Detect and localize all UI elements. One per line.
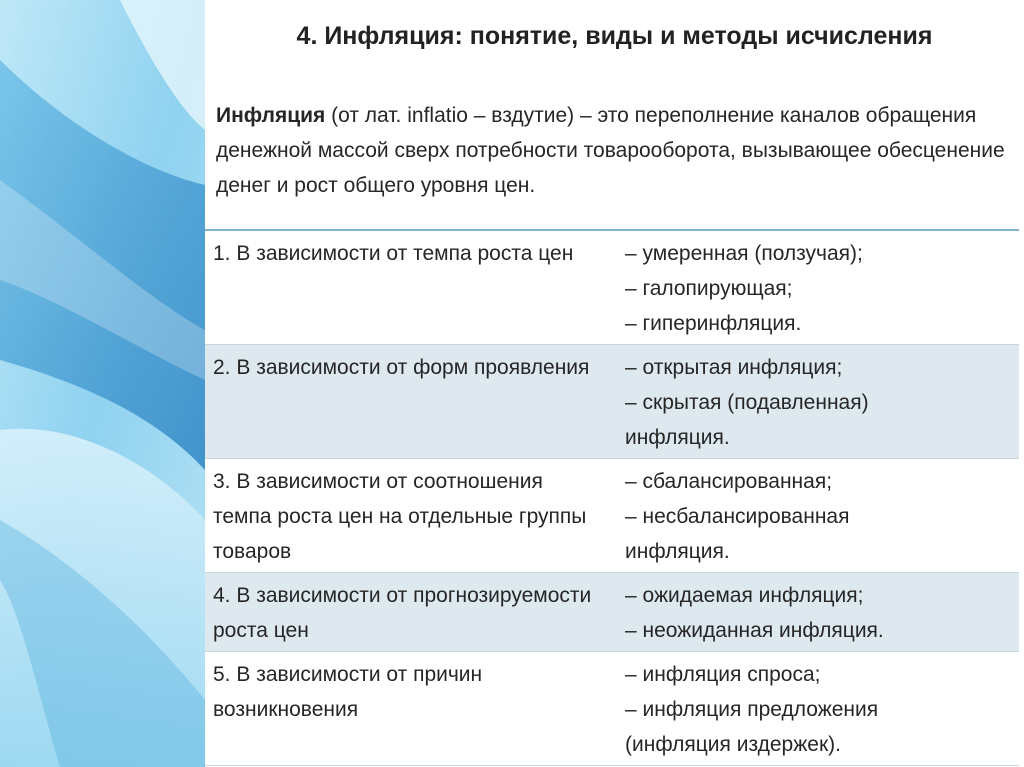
table-row [205,652,1019,766]
type-item: – умеренная (ползучая); [625,242,863,265]
definition-text: (от лат. inflatio – вздутие) – это переполнение каналов обращения денежной массой сверх потребности товарооборота, вызывающее обесценение денег и рост общего уровня цен. [216,104,1005,197]
type-item: – галопирующая; [625,277,793,300]
type-item: – скрытая (подавленная) [625,391,869,414]
type-item: (инфляция издержек). [625,733,841,756]
type-item: – сбалансированная; [625,470,833,493]
criterion-cell: 2. В зависимости от форм проявления [205,345,611,459]
type-item: – инфляция предложения [625,698,879,721]
table-row [205,573,1019,652]
table-row [205,459,1019,573]
type-item: – ожидаемая инфляция; [625,584,864,607]
type-item: – несбалансированная [625,505,850,528]
decorative-side-panel [0,0,205,767]
definition-paragraph [216,98,1016,203]
type-item: – инфляция спроса; [625,663,821,686]
criterion-cell: 3. В зависимости от соотношения темпа роста цен на отдельные группы товаров [205,459,611,573]
inflation-types-table-body [205,230,1019,766]
types-cell [611,459,1019,573]
slide-title: 4. Инфляция: понятие, виды и методы исчисления [296,22,933,50]
criterion-cell: 1. В зависимости от темпа роста цен [205,230,611,345]
type-item: – открытая инфляция; [625,356,843,379]
types-cell [611,652,1019,766]
criterion-cell: 5. В зависимости от причин возникновения [205,652,611,766]
definition-term: Инфляция [216,104,326,127]
types-cell [611,573,1019,652]
inflation-types-table [205,229,1019,766]
types-cell [611,230,1019,345]
slide-content [205,0,1024,767]
types-cell [611,345,1019,459]
criterion-cell: 4. В зависимости от прогнозируемости роста цен [205,573,611,652]
type-item: инфляция. [625,426,730,449]
type-item: инфляция. [625,540,730,563]
abstract-wave-graphic [0,0,205,767]
table-row [205,345,1019,459]
table-row [205,230,1019,345]
type-item: – неожиданная инфляция. [625,619,884,642]
type-item: – гиперинфляция. [625,312,802,335]
